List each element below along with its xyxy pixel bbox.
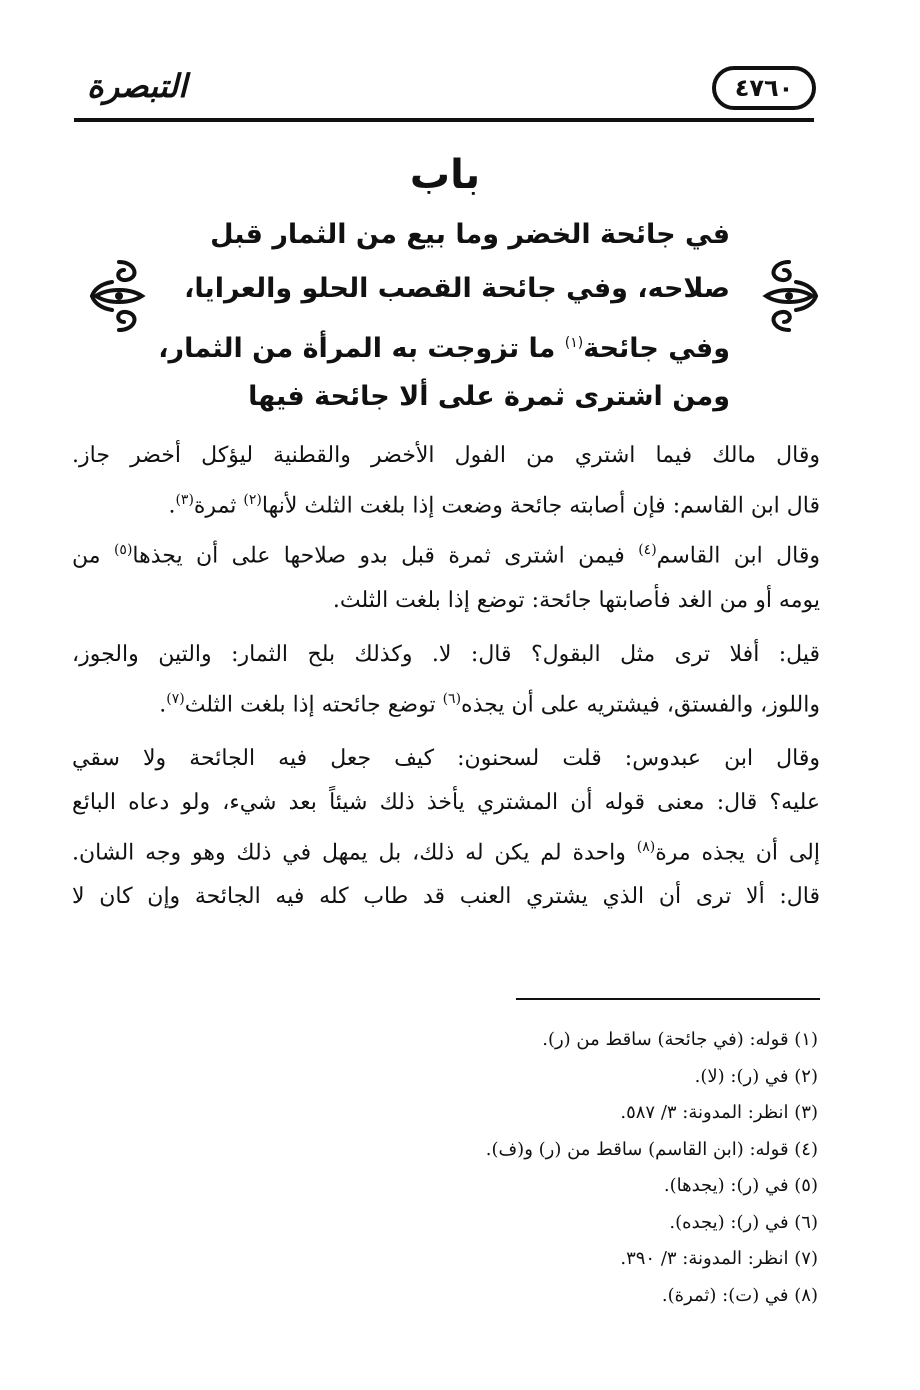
footnote-ref[interactable]: (٨) <box>636 838 656 855</box>
floral-ornament-icon <box>756 258 822 334</box>
text-line: إلى أن يجذه مرة$^{(٨)}$ واحدة لم يكن له ذلك، بل يمهل في ذلك وهو وجه الشان. <box>72 838 820 866</box>
paragraph <box>72 528 820 622</box>
title-line: وفي جائحة$^{(١)}$ ما تزوجت به المرأة من الثمار، <box>158 333 730 364</box>
footnote: (٧) انظر: المدونة: ٣/ ٣٩٠. <box>620 1248 818 1269</box>
text-line: وقال ابن عبدوس: قلت لسحنون: كيف جعل فيه الجائحة ولا سقي <box>72 745 820 771</box>
text-line: واللوز، والفستق، فيشتريه على أن يجذه$^{(٦)}$ توضع جائحته إذا بلغت الثلث$^{(٧)}$. <box>159 690 820 717</box>
body-text <box>72 434 820 919</box>
title-line: في جائحة الخضر وما بيع من الثمار قبل <box>210 219 730 250</box>
footnote: (٨) في (ت): (ثمرة). <box>661 1284 818 1306</box>
text-line: عليه؟ قال: معنى قوله أن المشتري يأخذ ذلك شيئاً بعد شيء، ولو دعاه البائع <box>72 789 820 815</box>
paragraph <box>72 737 820 919</box>
paragraph <box>72 434 820 528</box>
text-line: وقال مالك فيما اشتري من الفول الأخضر والقطنية ليؤكل أخضر جاز. <box>72 443 820 468</box>
footnote-ref[interactable]: (٧) <box>166 690 185 707</box>
footnotes <box>400 1022 818 1314</box>
running-book-title: التبصرة <box>86 67 188 105</box>
footnote: (١) قوله: (في جائحة) ساقط من (ر). <box>542 1029 818 1050</box>
footnote-ref[interactable]: (٦) <box>442 690 462 707</box>
footnote-ref[interactable]: (٣) <box>175 492 194 508</box>
footnote-separator <box>516 998 820 1000</box>
text-line: قال: ألا ترى أن الذي يشتري العنب قد طاب كله فيه الجائحة وإن كان لا <box>72 884 820 910</box>
text-line: قيل: أفلا ترى مثل البقول؟ قال: لا. وكذلك بلح الثمار: والتين والجوز، <box>72 641 820 667</box>
chapter-heading: باب <box>409 152 481 198</box>
footnote-ref[interactable]: (٤) <box>638 542 657 559</box>
footnote-ref[interactable]: (٥) <box>113 542 133 559</box>
footnote-ref[interactable]: (١) <box>564 335 584 351</box>
page-number: ٤٧٦٠ <box>712 66 816 110</box>
footnote-ref[interactable]: (٢) <box>243 492 262 508</box>
footnote: (٢) في (ر): (لا). <box>694 1065 818 1087</box>
footnote: (٥) في (ر): (يجدها). <box>663 1175 818 1196</box>
chapter-title <box>158 208 730 424</box>
text-line: قال ابن القاسم: فإن أصابته جائحة وضعت إذا بلغت الثلث لأنها$^{(٢)}$ ثمرة$^{(٣)}$. <box>168 492 820 519</box>
paragraph <box>72 633 820 727</box>
footnote: (٣) انظر: المدونة: ٣/ ٥٨٧. <box>620 1102 818 1123</box>
title-line: ومن اشترى ثمرة على ألا جائحة فيها <box>248 381 730 412</box>
title-line: صلاحه، وفي جائحة القصب الحلو والعرايا، <box>184 273 730 304</box>
floral-ornament-icon <box>86 258 152 334</box>
text-line: يومه أو من الغد فأصابتها جائحة: توضع إذا بلغت الثلث. <box>332 587 820 613</box>
header-rule <box>74 118 814 122</box>
text-line: وقال ابن القاسم$^{(٤)}$ فيمن اشترى ثمرة قبل بدو صلاحها على أن يجذها$^{(٥)}$ من <box>72 542 820 569</box>
footnote: (٦) في (ر): (يجده). <box>669 1211 818 1233</box>
footnote: (٤) قوله: (ابن القاسم) ساقط من (ر) و(ف). <box>485 1138 818 1160</box>
